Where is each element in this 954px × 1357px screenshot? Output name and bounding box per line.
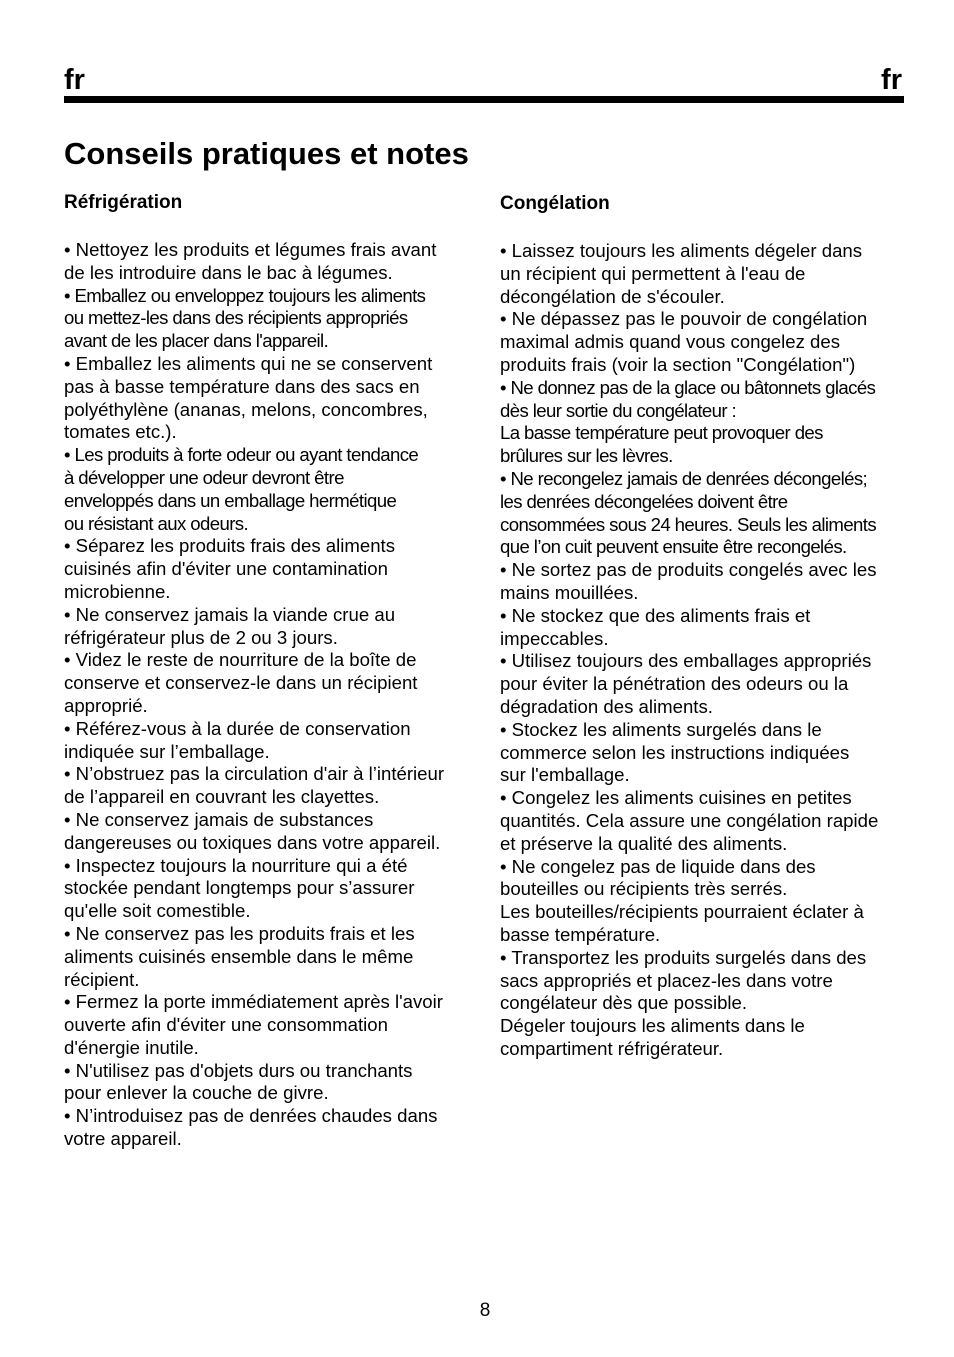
congelation-tip: • Ne stockez que des aliments frais et impeccables. [500,604,811,649]
congelation-tip: • Laissez toujours les aliments dégeler dans un récipient qui permettent à l'eau de décongélation de s'écouler. [500,240,863,307]
refrigeration-tip: • N'utilisez pas d'objets durs ou tranchants pour enlever la couche de givre. [64,1059,413,1104]
refrigeration-tip: • Emballez les aliments qui ne se conservent pas à basse température dans des sacs en polyéthylène (ananas, melons, concombres, tomates etc.). [64,352,433,443]
refrigeration-tip: • Les produits à forte odeur ou ayant tendance à développer une odeur devront être enveloppés dans un emballage hermétique ou résistant aux odeurs. [64,444,419,534]
language-marker-right: fr [881,64,902,96]
language-marker-left: fr [64,64,85,96]
congelation-tip: • Utilisez toujours des emballages appropriés pour éviter la pénétration des odeurs ou la dégradation des aliments. [500,650,872,717]
refrigeration-tip: • Séparez les produits frais des aliments cuisinés afin d'éviter une contamination microbienne. [64,535,396,602]
page-number: 8 [479,1300,491,1321]
congelation-tip: • Ne dépassez pas le pouvoir de congélation maximal admis quand vous congelez des produits frais (voir la section "Congélation") [500,308,868,375]
refrigeration-heading: Réfrigération [64,192,183,213]
refrigeration-tip: • Emballez ou enveloppez toujours les aliments ou mettez-les dans des récipients appropriés avant de les placer dans l'appareil. [64,284,426,352]
congelation-tip: • Ne congelez pas de liquide dans des bouteilles ou récipients très serrés. Les bouteilles/récipients pourraient éclater à basse température. [500,855,864,945]
refrigeration-tip: • Ne conservez jamais la viande crue au réfrigérateur plus de 2 ou 3 jours. [64,603,396,648]
congelation-tip: • Transportez les produits surgelés dans des sacs appropriés et placez-les dans votre congélateur dès que possible. Dégeler toujours les aliments dans le compartiment réfrigérateur. [500,946,867,1059]
refrigeration-tip: • Ne conservez pas les produits frais et les aliments cuisinés ensemble dans le même récipient. [64,922,415,990]
refrigeration-tip: • Ne conservez jamais de substances dangereuses ou toxiques dans votre appareil. [64,808,441,853]
congelation-heading: Congélation [500,193,610,214]
refrigeration-section [64,190,474,1151]
refrigeration-tip: • Nettoyez les produits et légumes frais avant de les introduire dans le bac à légumes. [64,239,437,283]
refrigeration-tip: • N’introduisez pas de denrées chaudes dans votre appareil. [64,1105,438,1150]
congelation-tip: • Congelez les aliments cuisines en petites quantités. Cela assure une congélation rapide et préserve la qualité des aliments. [500,787,879,854]
header-rule [64,96,904,103]
congelation-tip: • Ne recongelez jamais de denrées décongelés; les denrées décongelées doivent être consommées sous 24 heures. Seuls les aliments que l’on cuit peuvent ensuite être recongelés. [500,467,877,558]
refrigeration-tip: • Fermez la porte immédiatement après l'avoir ouverte afin d'éviter une consommation d'énergie inutile. [64,991,443,1058]
refrigeration-tip: • Videz le reste de nourriture de la boîte de conserve et conservez-le dans un récipient approprié. [64,649,418,716]
congelation-tip: • Ne donnez pas de la glace ou bâtonnets glacés dès leur sortie du congélateur : La basse température peut provoquer des brûlures sur les lèvres. [500,376,876,467]
refrigeration-tip: • Référez-vous à la durée de conservation indiquée sur l’emballage. [64,717,411,762]
congelation-section [500,191,910,1061]
page-title: Conseils pratiques et notes [64,136,469,171]
congelation-tip: • Stockez les aliments surgelés dans le commerce selon les instructions indiquées sur l'emballage. [500,718,850,786]
refrigeration-tip: • N’obstruez pas la circulation d'air à l’intérieur de l’appareil en couvrant les clayettes. [64,763,445,808]
refrigeration-tip: • Inspectez toujours la nourriture qui a été stockée pendant longtemps pour s’assurer qu'elle soit comestible. [64,854,415,922]
congelation-tip: • Ne sortez pas de produits congelés avec les mains mouillées. [500,559,877,603]
